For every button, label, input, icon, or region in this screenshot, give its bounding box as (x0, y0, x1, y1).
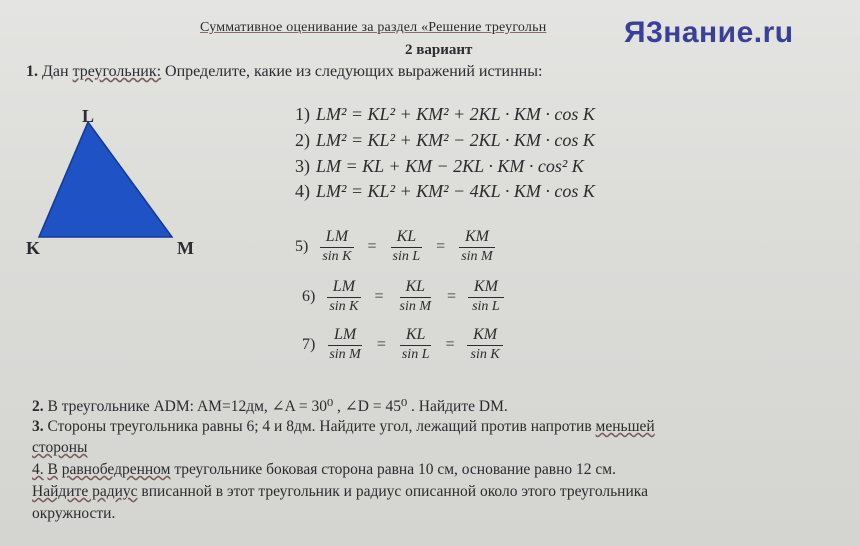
triangle-klm-shape (39, 122, 172, 237)
question-1-text-a: Дан (42, 63, 69, 80)
fraction: $\frac{KL}{\text{sin L}}$ (401, 326, 430, 362)
option-3: 3) LM = KL + KM − 2KL · KM · cos² K (295, 156, 584, 176)
option-4: 4) LM² = KL² + KM² − 4KL · KM · cos K (295, 181, 595, 201)
fraction: $\frac{KM}{\text{sin M}}$ (455, 228, 499, 265)
fraction: $\frac{KL}{\text{sin M}}$ (399, 278, 432, 314)
question-4-line-3: окружности. (32, 505, 116, 522)
question-3-number: 3. (32, 418, 44, 435)
worksheet-header-title: Суммативное оценивание за раздел «Решение треугольн (200, 20, 547, 35)
question-3-line-2: стороны (32, 439, 88, 456)
question-3-line-1: 3. Стороны треугольника равны 6; 4 и 8дм. Найдите угол, лежащий против напротив меньшей (32, 418, 655, 435)
question-1-text-b: Определите, какие из следующих выражений истинны: (165, 63, 543, 80)
fraction: $\frac{LM}{\text{sin K}}$ (316, 228, 357, 265)
question-1-prompt (26, 63, 542, 81)
question-2-number: 2. (32, 398, 44, 415)
option-5: 5) $\frac{LM}{\text{sin K}}$ = $\frac{KL}{\text{sin L}}$ = $\frac{KM}{\text{sin M}}$ (295, 228, 503, 265)
option-7: 7) $\frac{LM}{\text{sin M}}$ = $\frac{KL}{\text{sin L}}$ = $\frac{KM}{\text{sin K}}$ (302, 326, 510, 363)
question-4-line-1: 4. В равнобедренном треугольнике боковая сторона равна 10 см, основание равно 12 см. (32, 461, 616, 478)
question-4-number: 4. (32, 461, 44, 478)
watermark-logo: Я3нание.ru (624, 16, 794, 49)
question-1-number: 1. (26, 63, 38, 80)
vertex-label-m: M (177, 238, 194, 258)
vertex-label-k: K (26, 238, 41, 258)
fraction: $\frac{LM}{\text{sin K}}$ (323, 278, 364, 315)
question-2-text: В треугольнике ADM: AM=12дм, ∠A = 30⁰ , ∠D = 45⁰ . Найдите DM. (47, 398, 508, 415)
fraction: $\frac{LM}{\text{sin M}}$ (329, 326, 361, 362)
option-1: 1) LM² = KL² + KM² + 2KL · KM · cos K (295, 104, 595, 124)
fraction: $\frac{KM}{\text{sin L}}$ (466, 278, 506, 315)
question-4-line-2: Найдите радиус вписанной в этот треугольник и радиус описанной около этого треугольника (32, 483, 648, 500)
option-2: 2) LM² = KL² + KM² − 2KL · KM · cos K (295, 130, 595, 150)
question-2 (32, 397, 508, 416)
question-1-text-wavy: треугольник: (72, 63, 162, 80)
fraction: $\frac{KM}{\text{sin K}}$ (465, 326, 506, 363)
fraction: $\frac{KL}{\text{sin L}}$ (392, 228, 421, 264)
variant-label: 2 вариант (405, 42, 473, 58)
option-6: 6) $\frac{LM}{\text{sin K}}$ = $\frac{KL}{\text{sin M}}$ = $\frac{KM}{\text{sin L}}$ (302, 278, 510, 315)
vertex-label-l: L (82, 106, 95, 126)
